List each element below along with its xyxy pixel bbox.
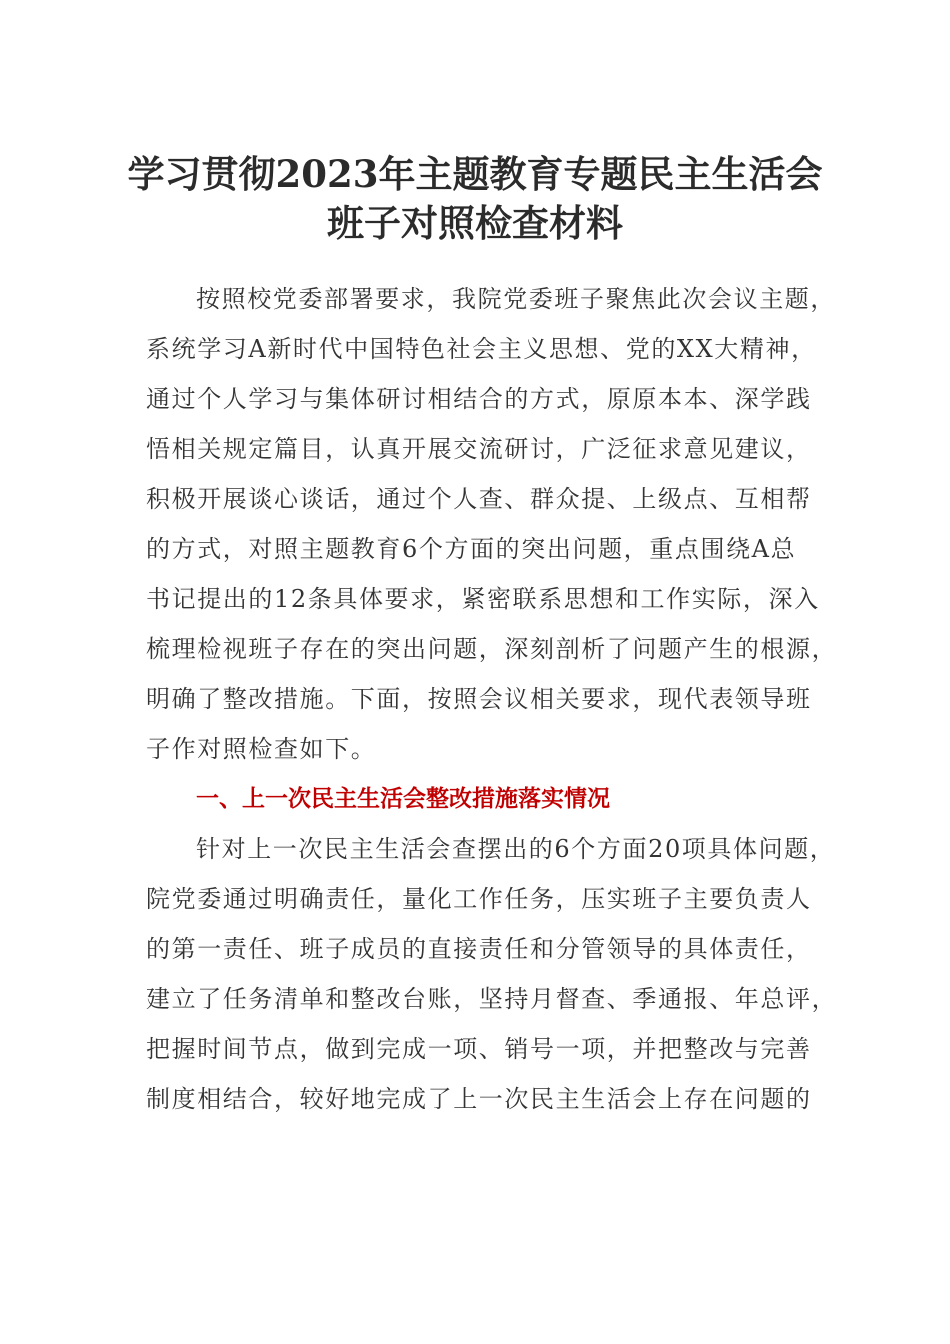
paragraph-line: 的方式，对照主题教育6个方面的突出问题，重点围绕A总 [146,535,797,563]
paragraph-line: 系统学习A新时代中国特色社会主义思想、党的XX大精神， [146,335,817,363]
paragraph-line: 通过个人学习与集体研讨相结合的方式，原原本本、深学践 [146,385,812,413]
paragraph-line: 院党委通过明确责任，量化工作任务，压实班子主要负责人 [146,885,812,913]
paragraph-line: 悟相关规定篇目，认真开展交流研讨，广泛征求意见建议， [146,435,812,463]
paragraph-line: 建立了任务清单和整改台账，坚持月督查、季通报、年总评， [146,985,838,1013]
paragraph-line: 子作对照检查如下。 [146,735,377,763]
paragraph-line: 明确了整改措施。下面，按照会议相关要求，现代表领导班 [146,685,812,713]
paragraph-line: 积极开展谈心谈话，通过个人查、群众提、上级点、互相帮 [146,485,812,513]
paragraph-line: 梳理检视班子存在的突出问题，深刻剖析了问题产生的根源， [146,635,838,663]
document-title-line-2: 班子对照检查材料 [327,201,623,245]
paragraph-line: 书记提出的12条具体要求，紧密联系思想和工作实际，深入 [146,585,820,613]
paragraph-line: 针对上一次民主生活会查摆出的6个方面20项具体问题， [196,835,836,863]
paragraph-line: 按照校党委部署要求，我院党委班子聚焦此次会议主题， [196,285,836,313]
paragraph-line: 的第一责任、班子成员的直接责任和分管领导的具体责任， [146,935,812,963]
paragraph-line: 把握时间节点，做到完成一项、销号一项，并把整改与完善 [146,1035,812,1063]
paragraph-line: 制度相结合，较好地完成了上一次民主生活会上存在问题的 [146,1085,812,1113]
document-title-line-1: 学习贯彻2023年主题教育专题民主生活会 [127,152,823,196]
section-heading: 一、上一次民主生活会整改措施落实情况 [196,786,610,812]
